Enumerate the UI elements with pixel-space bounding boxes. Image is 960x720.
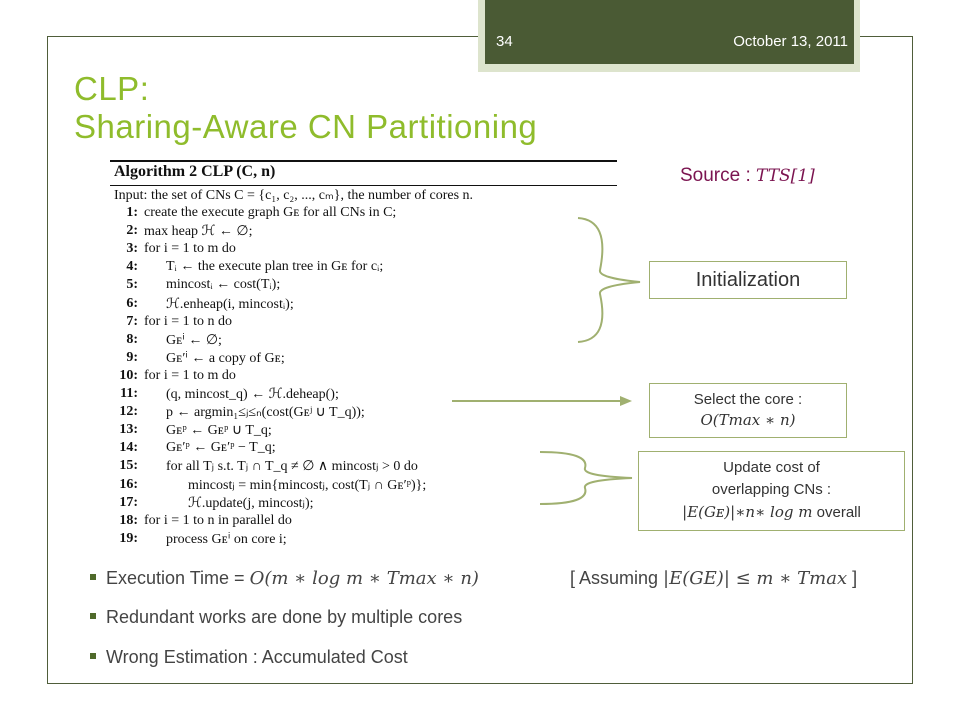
algorithm-line-number: 14:	[119, 440, 138, 456]
algorithm-line-text: for i = 1 to m do	[144, 241, 236, 257]
algorithm-line-text: max heap ℋ ← ∅;	[144, 224, 253, 240]
algorithm-line-number: 17:	[119, 494, 138, 510]
algorithm-line-text: for all Tⱼ s.t. Tⱼ ∩ T_q ≠ ∅ ∧ mincostⱼ > 0 do	[166, 459, 418, 475]
update-cost-box	[638, 451, 905, 531]
algorithm-line-text: (q, mincost_q) ← ℋ.deheap();	[166, 387, 339, 402]
algorithm-line-text: mincostⱼ = min{mincostⱼ, cost(Tⱼ ∩ Gᴇ′ᵖ)};	[188, 477, 427, 493]
algorithm-input: Input: the set of CNs C = {c₁, c₂, ..., cₘ}, the number of cores n.	[114, 188, 474, 203]
exec-label: Execution Time =	[106, 568, 250, 588]
bullet-marker	[90, 613, 96, 619]
bullet-wrong-estimation	[90, 647, 408, 668]
algorithm-top-rule	[110, 160, 617, 162]
algorithm-line-number: 9:	[126, 349, 138, 365]
bullet-marker	[90, 653, 96, 659]
algorithm-line-text: Gᴇⁱ ← ∅;	[166, 332, 222, 348]
redundant-text: Redundant works are done by multiple cores	[106, 607, 463, 627]
slide-number: 34	[496, 33, 513, 50]
assume-close: ]	[847, 568, 858, 588]
algorithm-line-text: create the execute graph Gᴇ for all CNs in C;	[144, 205, 397, 220]
update-cost-suffix: overall	[812, 504, 861, 521]
algorithm-title: Algorithm 2 CLP (C, n)	[114, 163, 276, 180]
algorithm-line-number: 15:	[119, 458, 138, 474]
select-core-label: Select the core :	[693, 391, 803, 408]
algorithm-line-number: 2:	[126, 223, 138, 239]
exec-complexity: O(m ∗ log m ∗ Tmax ∗ n)	[249, 568, 479, 589]
assume-label: [ Assuming	[570, 568, 664, 588]
algorithm-figure	[110, 160, 617, 548]
algorithm-line-number: 12:	[119, 404, 138, 420]
algorithm-line-text: for i = 1 to n in parallel do	[144, 512, 292, 528]
algorithm-line-number: 10:	[119, 367, 138, 383]
algorithm-line-text: Gᴇ′ᵖ ← Gᴇ′ᵖ − T_q;	[166, 440, 276, 456]
algorithm-line-text: Tᵢ ← the execute plan tree in Gᴇ for cᵢ;	[166, 259, 384, 275]
update-cost-line-1: Update cost of	[723, 459, 820, 476]
algorithm-line-text: Gᴇ′ⁱ ← a copy of Gᴇ;	[166, 350, 285, 366]
source-citation	[680, 165, 815, 187]
title-line-2: Sharing-Aware CN Partitioning	[74, 108, 538, 145]
bullet-redundant	[90, 607, 462, 628]
algorithm-line-number: 3:	[126, 241, 138, 257]
bullet-execution-time	[90, 568, 479, 589]
algorithm-line-text: for i = 1 to m do	[144, 367, 236, 383]
header-tab	[485, 0, 854, 64]
algorithm-line-text: p ← argmin₁≤ⱼ≤ₙ(cost(Gᴇʲ ∪ T_q));	[166, 405, 365, 421]
algorithm-line-number: 18:	[119, 512, 138, 528]
source-label: Source :	[680, 165, 757, 186]
algorithm-line-text: ℋ.enheap(i, mincostᵢ);	[166, 296, 294, 312]
update-cost-complexity: |E(Gᴇ)|∗n∗ log m	[682, 503, 813, 521]
source-ref: TTS[1]	[756, 166, 815, 186]
algorithm-line-number: 7:	[126, 313, 138, 329]
wrong-text: Wrong Estimation : Accumulated Cost	[106, 647, 408, 667]
algorithm-line-text: for i = 1 to n do	[144, 313, 232, 329]
algorithm-line-number: 5:	[126, 277, 138, 293]
algorithm-line-number: 4:	[126, 259, 138, 275]
initialization-box: Initialization	[649, 261, 847, 299]
slide-date: October 13, 2011	[733, 33, 848, 50]
algorithm-line-number: 6:	[126, 295, 138, 311]
assume-math: |E(GE)| ≤ m ∗ Tmax	[663, 568, 848, 589]
algorithm-line-number: 19:	[119, 530, 138, 546]
algorithm-line-number: 1:	[126, 205, 138, 220]
algorithm-line-text: mincostᵢ ← cost(Tᵢ);	[166, 277, 281, 293]
algorithm-line-number: 8:	[126, 331, 138, 347]
algorithm-line-text: process Gᴇⁱ on core i;	[166, 531, 287, 547]
algorithm-line-text: Gᴇᵖ ← Gᴇᵖ ∪ T_q;	[166, 423, 272, 439]
assumption-note	[570, 568, 857, 589]
algorithm-line-number: 11:	[120, 386, 138, 401]
bullet-marker	[90, 574, 96, 580]
update-cost-line-2: overlapping CNs :	[711, 481, 832, 498]
update-cost-line-3	[639, 501, 904, 524]
algorithm-line-number: 16:	[119, 476, 138, 492]
select-core-complexity: O(Tmax ∗ n)	[700, 411, 796, 429]
slide-title	[74, 70, 537, 146]
algorithm-line-number: 13:	[119, 422, 138, 438]
title-line-1: CLP:	[74, 70, 150, 107]
select-core-box	[649, 383, 847, 438]
algorithm-line-text: ℋ.update(j, mincostⱼ);	[188, 495, 314, 511]
algorithm-rule	[110, 185, 617, 186]
